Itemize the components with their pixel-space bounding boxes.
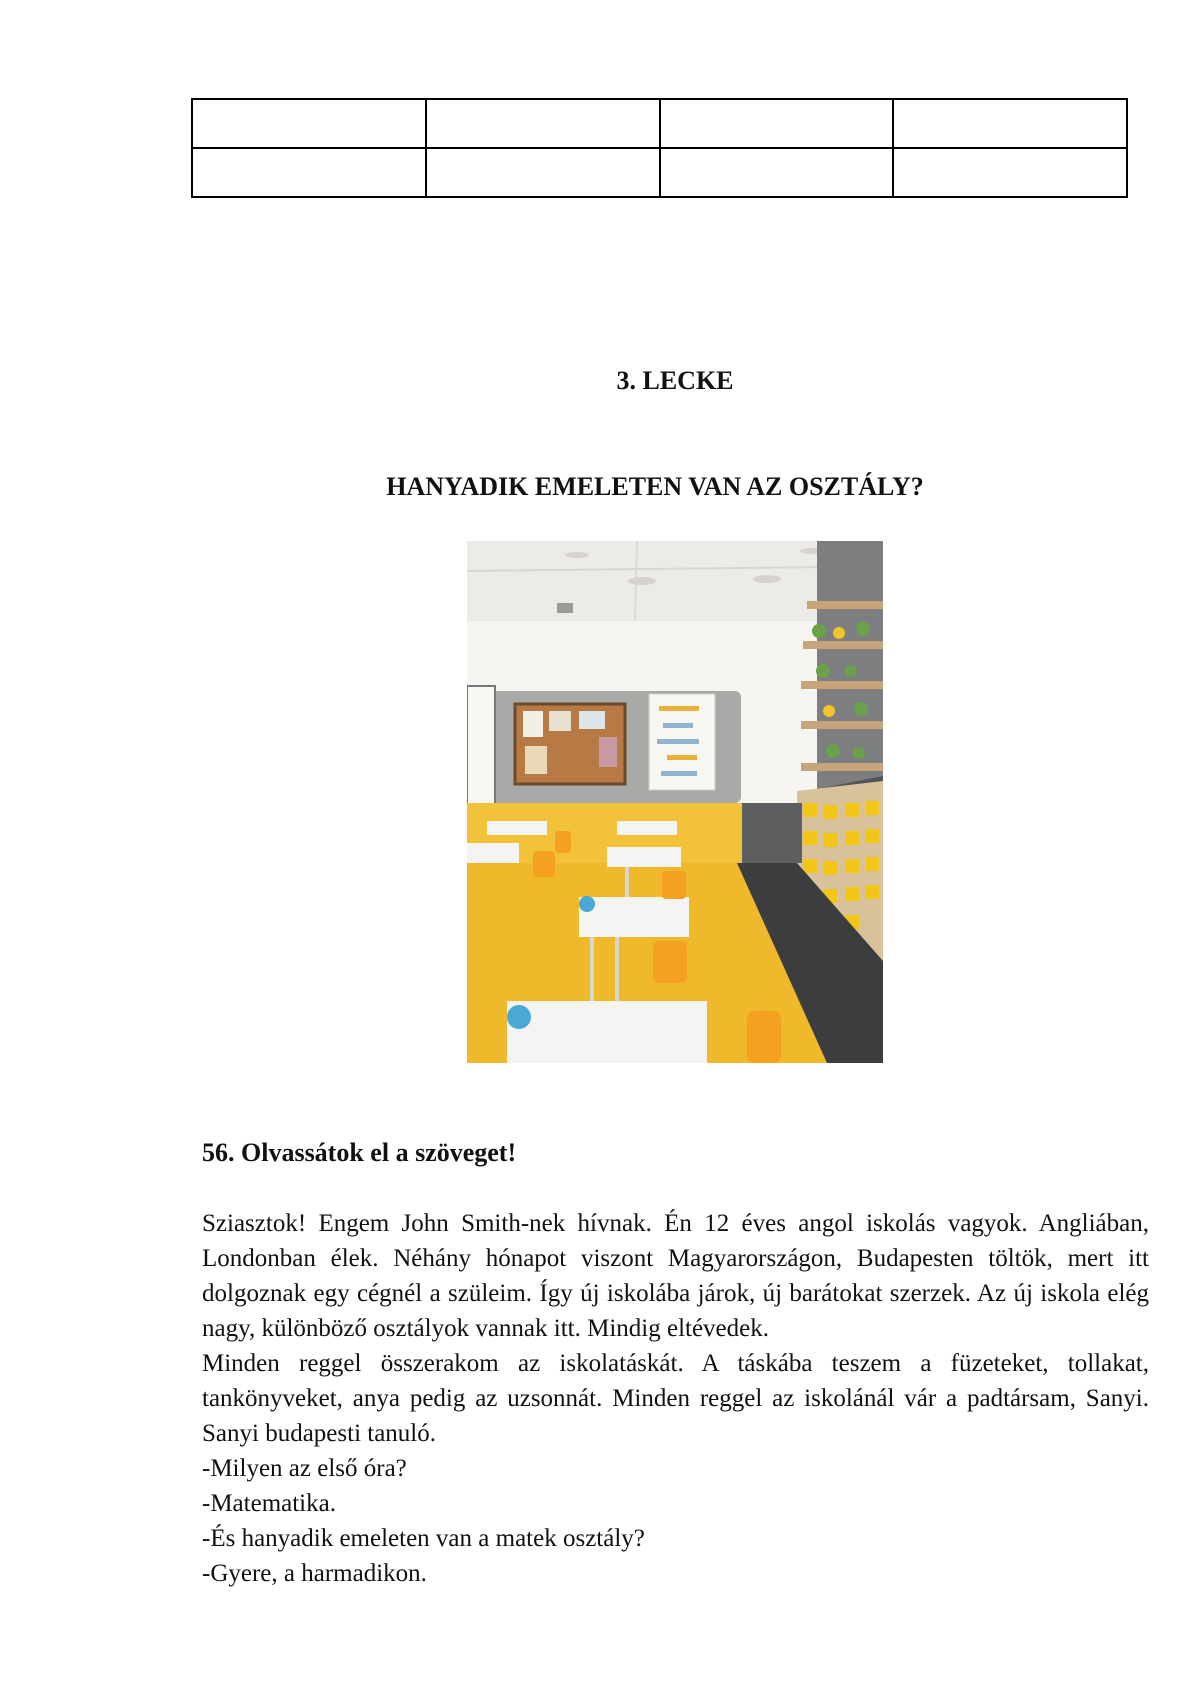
passage-paragraph: Sziasztok! Engem John Smith-nek hívnak. Én 12 éves angol iskolás vagyok. Angliában, Londonban élek. Néhány hónapot viszont Magyarországon, Budapesten töltök, mert itt dolgoznak egy cégnél a szüleim. Így új iskolába járok, új barátokat szerzek. Az új iskola elég nagy, különböző osztályok vannak itt. Mindig eltévedek. <box>202 1210 1149 1342</box>
reading-passage <box>202 1206 1149 1591</box>
table-row <box>192 99 1127 148</box>
lesson-title: HANYADIK EMELETEN VAN AZ OSZTÁLY? <box>386 472 924 501</box>
table-cell <box>660 148 894 197</box>
table-cell <box>893 148 1127 197</box>
table-cell <box>192 148 426 197</box>
dialogue-line: -És hanyadik emeleten van a matek osztály? <box>202 1525 645 1552</box>
table-cell <box>192 99 426 148</box>
table-row <box>192 148 1127 197</box>
table-cell <box>660 99 894 148</box>
passage-paragraph: Minden reggel összerakom az iskolatáskát. A táskába teszem a füzeteket, tollakat, tankönyveket, anya pedig az uzsonnát. Minden reggel az iskolánál vár a padtársam, Sanyi. Sanyi budapesti tanuló. <box>202 1350 1149 1447</box>
table-cell <box>426 99 660 148</box>
lesson-number: 3. LECKE <box>616 366 734 395</box>
dialogue-line: -Matematika. <box>202 1490 336 1517</box>
dialogue-line: -Milyen az első óra? <box>202 1455 407 1482</box>
dialogue-line: -Gyere, a harmadikon. <box>202 1560 427 1587</box>
table-cell <box>426 148 660 197</box>
table-cell <box>893 99 1127 148</box>
classroom-photo <box>467 541 883 1063</box>
exercise-title: 56. Olvassátok el a szöveget! <box>202 1138 517 1167</box>
empty-answer-table <box>191 98 1128 198</box>
